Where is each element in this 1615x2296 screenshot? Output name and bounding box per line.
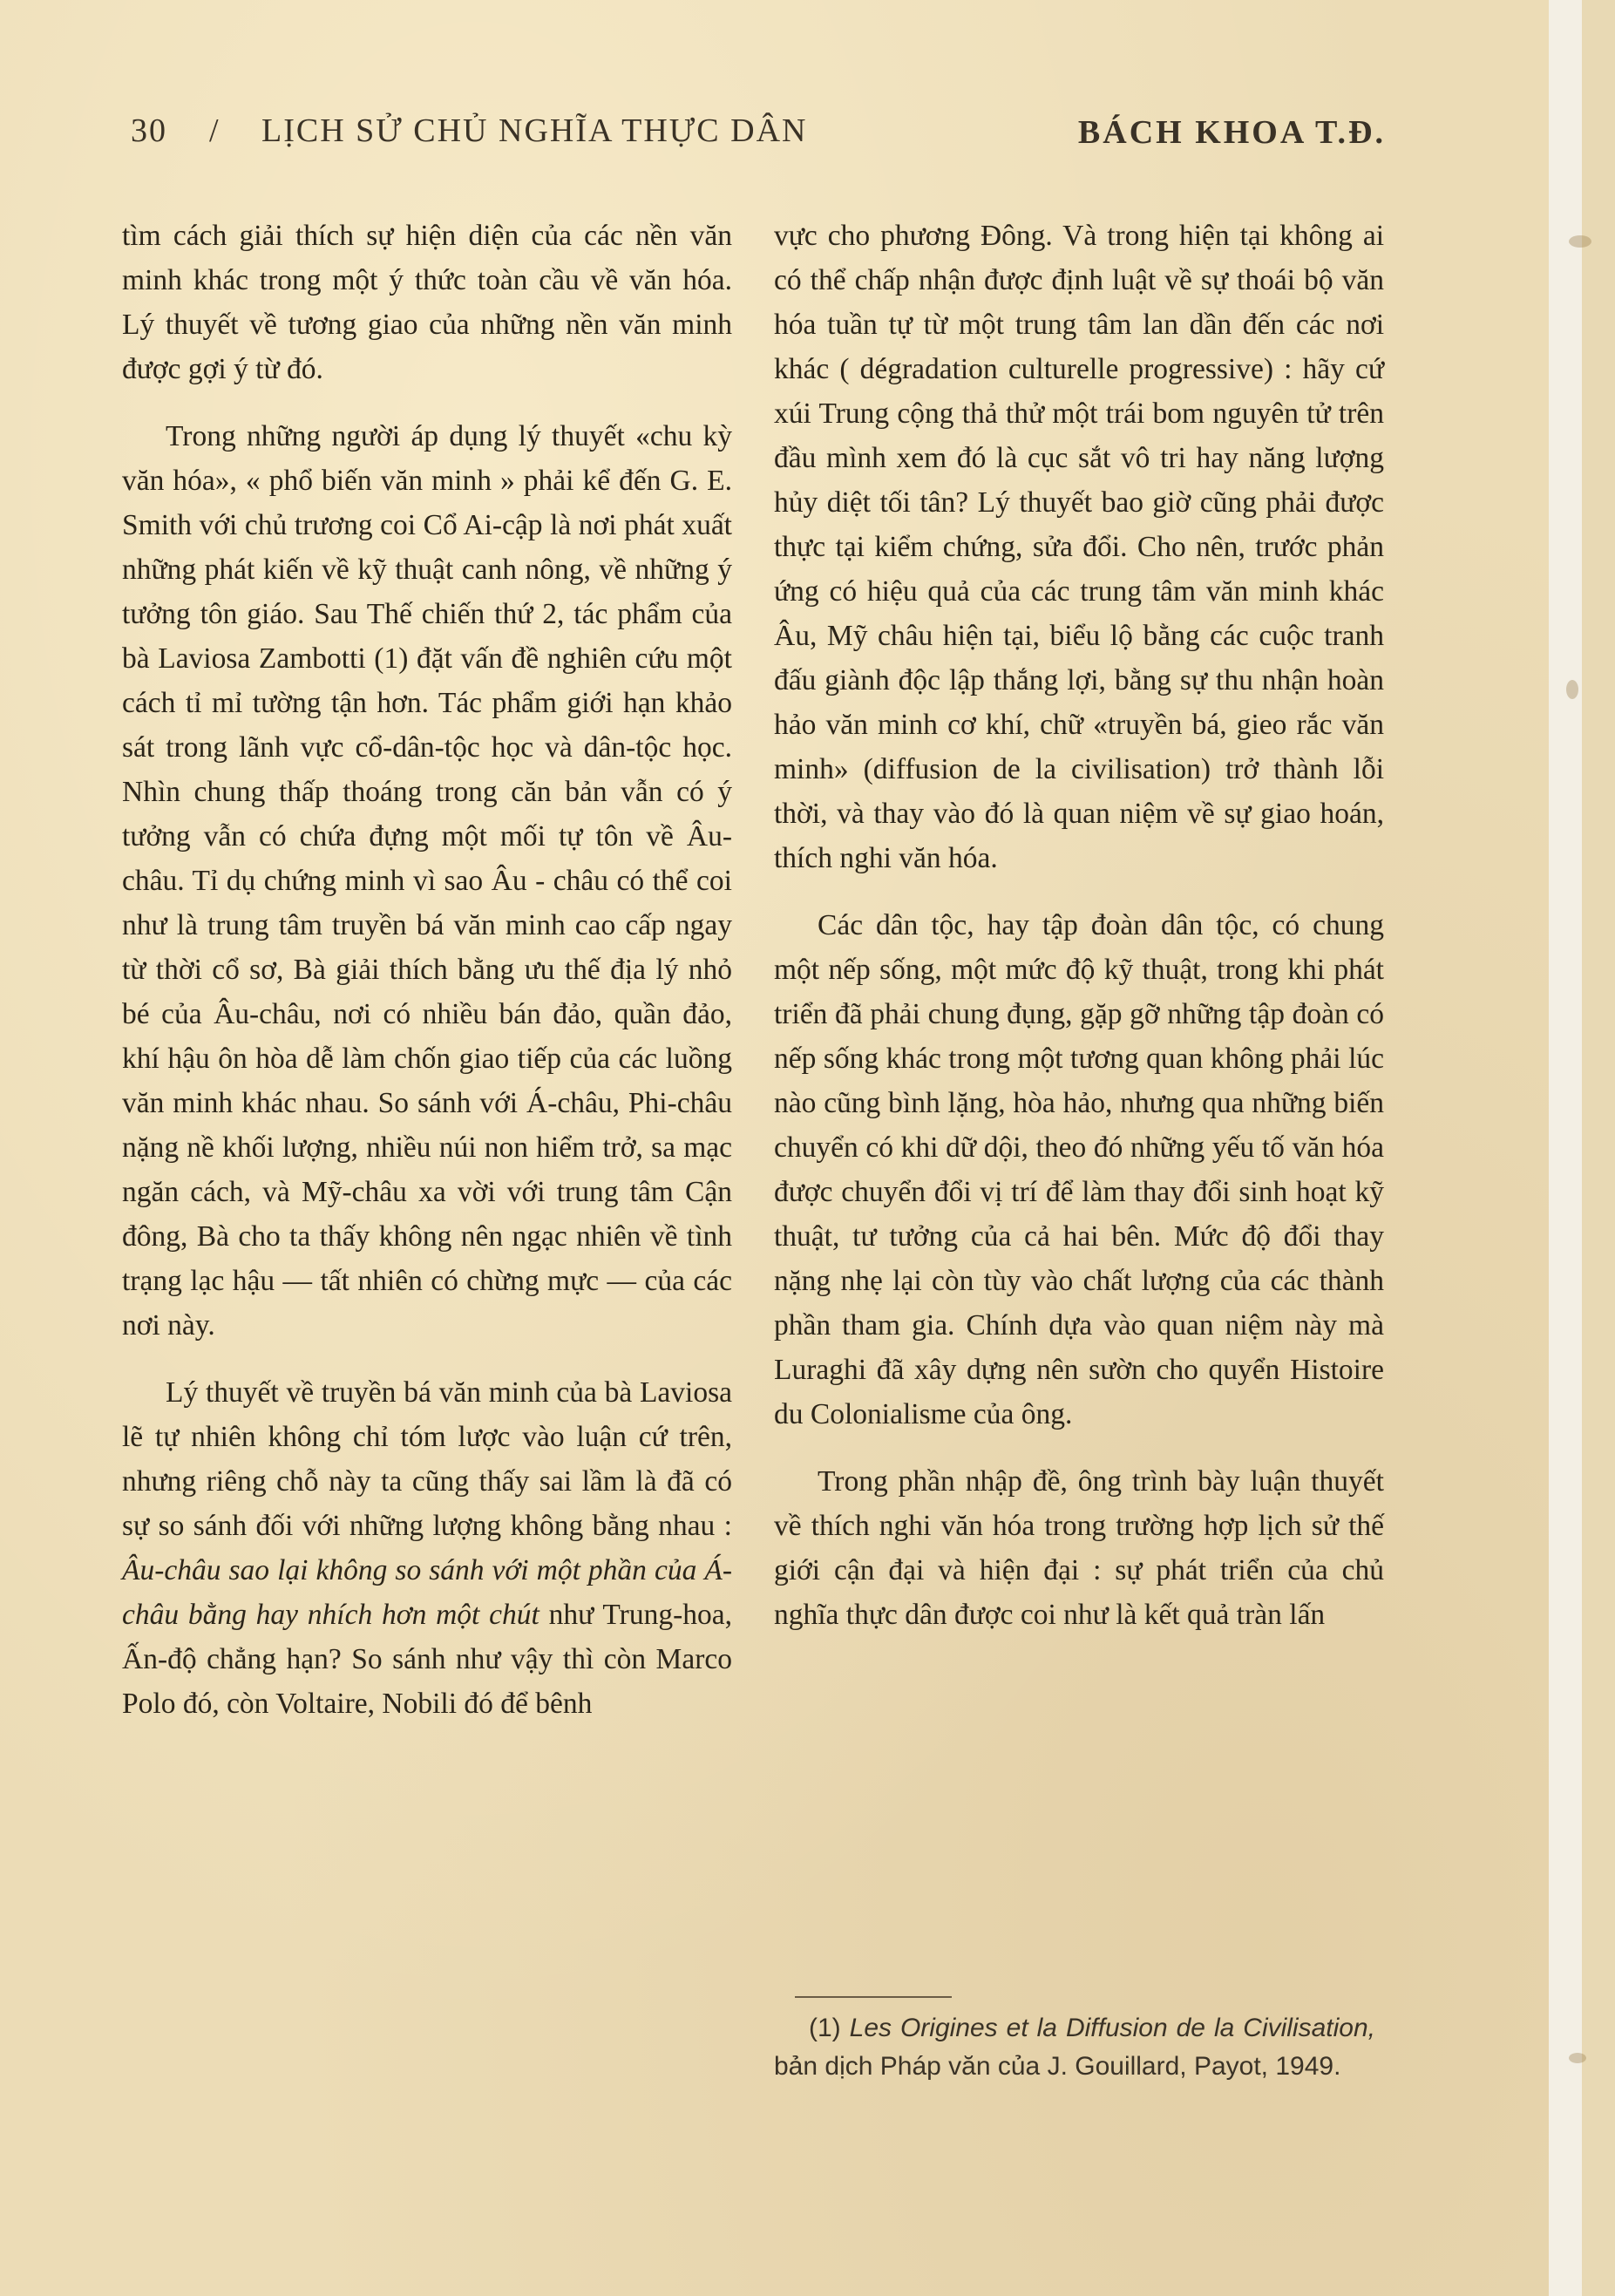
left-paragraph-3-start: Lý thuyết về truyền bá văn minh của bà Laviosa lẽ tự nhiên không chỉ tóm lược vào luận cứ trên, nhưng riêng chỗ này ta cũng thấy sai lầm là đã có sự so sánh đối với những lượng không bằng nhau :: [122, 1376, 732, 1542]
left-paragraph-2: Trong những người áp dụng lý thuyết «chu kỳ văn hóa», « phổ biến văn minh » phải kể đến G. E. Smith với chủ trương coi Cổ Ai-cập là nơi phát xuất những phát kiến về kỹ thuật canh nông, về những ý tưởng tôn giáo. Sau Thế chiến thứ 2, tác phẩm của bà Laviosa Zambotti (1) đặt vấn đề nghiên cứu một cách tỉ mỉ tường tận hơn. Tác phẩm giới hạn khảo sát trong lãnh vực cổ-dân-tộc học và dân-tộc học. Nhìn chung thấp thoáng trong căn bản vẫn có ý tưởng vẫn có chứa đựng một mối tự tôn về Âu-châu. Tỉ dụ chứng minh vì sao Âu - châu có thể coi như là trung tâm truyền bá văn minh cao cấp ngay từ thời cổ sơ, Bà giải thích bằng ưu thế địa lý nhỏ bé của Âu-châu, nơi có nhiều bán đảo, quần đảo, khí hậu ôn hòa dễ làm chốn giao tiếp của các luồng văn minh khác nhau. So sánh với Á-châu, Phi-châu nặng nề khối lượng, nhiều núi non hiểm trở, sa mạc ngăn cách, và Mỹ-châu xa vời với trung tâm Cận đông, Bà cho ta thấy không nên ngạc nhiên về tình trạng lạc hậu — tất nhiên có chừng mực — của các nơi này.: [122, 420, 732, 1342]
right-paragraph-1: vực cho phương Đông. Và trong hiện tại không ai có thể chấp nhận được định luật về sự thoái bộ văn hóa tuần tự từ một trung tâm lan dần đến các nơi khác ( dégradation culturelle progressive) : hãy cứ xúi Trung cộng thả thử một trái bom nguyên tử trên đầu mình xem đó là cục sắt vô tri hay năng lượng hủy diệt tối tân? Lý thuyết bao giờ cũng phải được thực tại kiểm chứng, sửa đổi. Cho nên, trước phản ứng có hiệu quả của các trung tâm văn minh khác Âu, Mỹ châu hiện tại, biểu lộ bằng các cuộc tranh đấu giành độc lập thắng lợi, bằng sự thu nhận hoàn hảo văn minh cơ khí, chữ «truyền bá, gieo rắc văn minh» (diffusion de la civilisation) trở thành lỗi thời, và thay vào đó là quan niệm về sự giao hoán, thích nghi văn hóa.: [774, 220, 1384, 874]
book-title: LỊCH SỬ CHỦ NGHĨA THỰC DÂN: [261, 112, 808, 149]
left-column: [122, 214, 732, 1726]
right-column: [774, 214, 1384, 1637]
running-header: [131, 112, 1386, 164]
footnote-italic-title: Les Origines et la Diffusion de la Civilisation,: [849, 2014, 1375, 2042]
left-paragraph-3: [122, 1370, 732, 1726]
footnote-text: bản dịch Pháp văn của J. Gouillard, Payot, 1949.: [774, 2052, 1341, 2081]
right-paragraph-2: Các dân tộc, hay tập đoàn dân tộc, có chung một nếp sống, một mức độ kỹ thuật, trong khi phát triển đã phải chung đụng, gặp gỡ những tập đoàn có nếp sống khác trong một tương quan không phải lúc nào cũng bình lặng, hòa hảo, nhưng qua những biến chuyển có khi dữ dội, theo đó những yếu tố văn hóa được chuyển đổi vị trí để làm thay đổi sinh hoạt kỹ thuật, tư tưởng của cả hai bên. Mức độ đổi thay nặng nhẹ lại còn tùy vào chất lượng của các thành phần tham gia. Chính dựa vào quan niệm này mà Luraghi đã xây dựng nên sườn cho quyển Histoire du Colonialisme của ông.: [774, 909, 1384, 1430]
footnote-mark: (1): [809, 2014, 841, 2042]
right-paragraph-3: Trong phần nhập đề, ông trình bày luận thuyết về thích nghi văn hóa trong trường hợp lịch sử thế giới cận đại và hiện đại : sự phát triển của chủ nghĩa thực dân được coi như là kết quả tràn lấn: [774, 1465, 1384, 1631]
left-paragraph-3-italic: Âu-châu sao lại không so sánh với một phần của Á-châu bằng hay nhích hơn một chút: [122, 1554, 732, 1631]
page-number: 30: [131, 112, 167, 149]
publisher-name: BÁCH KHOA T.Đ.: [1077, 114, 1386, 151]
paper-stain: [1569, 235, 1591, 248]
paper-stain: [1569, 2053, 1586, 2063]
page-margin-edge: [1549, 0, 1582, 2296]
header-separator: /: [209, 112, 221, 149]
footnote-divider: [795, 1996, 952, 1998]
footnote: [774, 2009, 1375, 2086]
paper-stain: [1566, 680, 1578, 699]
left-paragraph-3-end: như Trung-hoa, Ấn-độ chẳng hạn? So sánh như vậy thì còn Marco Polo đó, còn Voltaire, Nobili đó để bênh: [122, 1599, 732, 1720]
left-paragraph-1: tìm cách giải thích sự hiện diện của các nền văn minh khác trong một ý thức toàn cầu về văn hóa. Lý thuyết về tương giao của những nền văn minh được gợi ý từ đó.: [122, 220, 732, 385]
